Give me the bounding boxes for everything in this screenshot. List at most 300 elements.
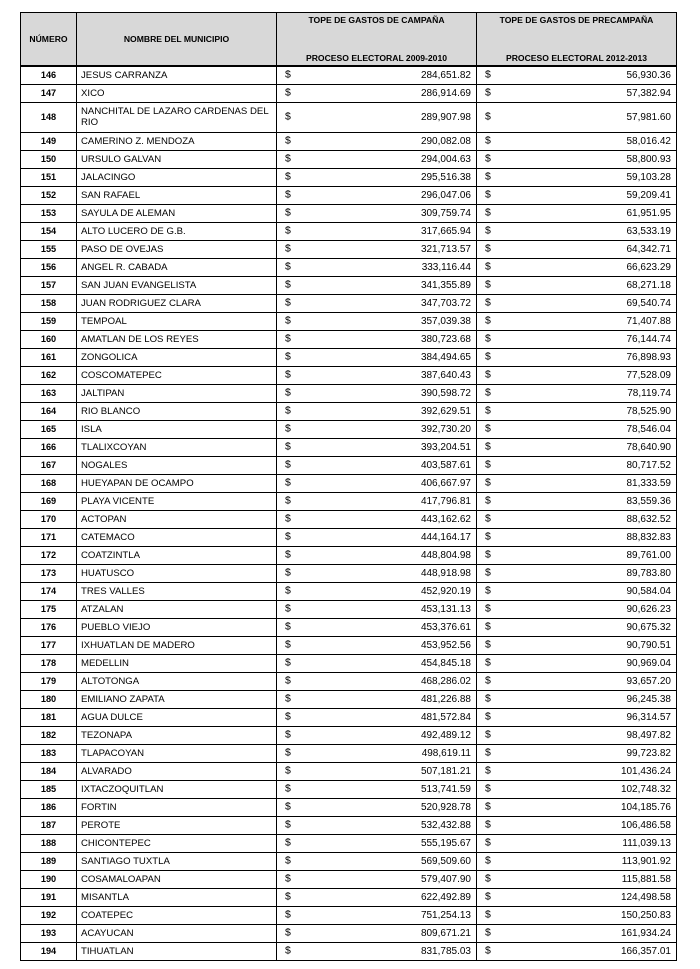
campana-amount-cell [277,312,477,330]
precampana-amount: 106,486.58 [620,819,671,831]
precampana-amount: 64,342.71 [626,243,671,255]
row-number: 183 [21,744,77,762]
currency-symbol: $ [485,656,491,669]
campana-amount: 390,598.72 [420,387,471,399]
table-row [21,834,677,852]
campana-amount: 498,619.11 [421,747,471,759]
row-number: 174 [21,582,77,600]
precampana-amount-cell [477,330,677,348]
currency-symbol: $ [485,710,491,723]
precampana-amount-cell [477,582,677,600]
municipio-name: NOGALES [77,456,277,474]
campana-amount-cell [277,852,477,870]
campana-amount: 622,492.89 [420,891,471,903]
row-number: 189 [21,852,77,870]
table-row [21,366,677,384]
currency-symbol: $ [285,440,291,453]
currency-symbol: $ [485,134,491,147]
campana-amount-cell [277,492,477,510]
row-number: 153 [21,204,77,222]
currency-symbol: $ [485,548,491,561]
header-precampana [477,13,677,66]
row-number: 163 [21,384,77,402]
table-row [21,168,677,186]
currency-symbol: $ [285,152,291,165]
currency-symbol: $ [485,494,491,507]
precampana-amount: 69,540.74 [626,297,671,309]
municipio-name: PUEBLO VIEJO [77,618,277,636]
row-number: 154 [21,222,77,240]
precampana-amount-cell [477,294,677,312]
precampana-amount: 102,748.32 [620,783,671,795]
municipio-name: JALACINGO [77,168,277,186]
precampana-amount-cell [477,186,677,204]
precampana-amount: 78,546.04 [626,423,671,435]
table-row [21,456,677,474]
row-number: 146 [21,66,77,85]
table-row [21,312,677,330]
precampana-amount-cell [477,618,677,636]
row-number: 160 [21,330,77,348]
row-number: 186 [21,798,77,816]
campana-amount-cell [277,834,477,852]
precampana-amount: 104,185.76 [620,801,671,813]
precampana-amount-cell [477,348,677,366]
campana-amount: 453,131.13 [420,603,471,615]
table-row [21,294,677,312]
precampana-amount: 66,623.29 [626,261,671,273]
row-number: 181 [21,708,77,726]
row-number: 156 [21,258,77,276]
precampana-amount: 88,632.52 [626,513,671,525]
currency-symbol: $ [485,386,491,399]
table-row [21,438,677,456]
header-precampana-title: TOPE DE GASTOS DE PRECAMPAÑA [499,14,654,25]
table-row [21,84,677,102]
municipio-name: MISANTLA [77,888,277,906]
header-campana-period: PROCESO ELECTORAL 2009-2010 [305,52,448,63]
municipio-name: ZONGOLICA [77,348,277,366]
precampana-amount: 80,717.52 [626,459,671,471]
currency-symbol: $ [485,332,491,345]
campana-amount: 569,509.60 [420,855,471,867]
currency-symbol: $ [485,746,491,759]
table-row [21,816,677,834]
table-row [21,276,677,294]
municipio-name: CATEMACO [77,528,277,546]
campana-amount: 448,918.98 [420,567,471,579]
precampana-amount: 78,119.74 [627,387,671,399]
currency-symbol: $ [485,692,491,705]
precampana-amount: 98,497.82 [626,729,671,741]
currency-symbol: $ [285,404,291,417]
header-numero: NÚMERO [21,13,77,66]
currency-symbol: $ [285,260,291,273]
municipio-name: URSULO GALVAN [77,150,277,168]
spending-limits-table [20,12,677,961]
campana-amount-cell [277,798,477,816]
currency-symbol: $ [285,134,291,147]
precampana-amount-cell [477,150,677,168]
campana-amount: 284,651.82 [420,69,471,81]
municipio-name: TEZONAPA [77,726,277,744]
precampana-amount-cell [477,546,677,564]
campana-amount: 454,845.18 [420,657,471,669]
table-row [21,672,677,690]
precampana-amount: 59,209.41 [626,189,671,201]
table-row [21,636,677,654]
table-row [21,420,677,438]
currency-symbol: $ [285,512,291,525]
table-row [21,582,677,600]
row-number: 188 [21,834,77,852]
table-row [21,474,677,492]
currency-symbol: $ [285,548,291,561]
row-number: 178 [21,654,77,672]
municipio-name: MEDELLIN [77,654,277,672]
table-row [21,510,677,528]
currency-symbol: $ [285,278,291,291]
precampana-amount: 76,898.93 [626,351,671,363]
campana-amount: 417,796.81 [420,495,471,507]
campana-amount: 387,640.43 [420,369,471,381]
currency-symbol: $ [285,566,291,579]
precampana-amount-cell [477,942,677,960]
precampana-amount-cell [477,744,677,762]
precampana-amount: 71,407.88 [626,315,671,327]
campana-amount: 406,667.97 [420,477,471,489]
currency-symbol: $ [485,458,491,471]
precampana-amount-cell [477,312,677,330]
precampana-amount-cell [477,66,677,85]
precampana-amount: 58,016.42 [626,135,671,147]
campana-amount: 452,920.19 [420,585,471,597]
currency-symbol: $ [285,818,291,831]
currency-symbol: $ [285,890,291,903]
precampana-amount: 56,930.36 [626,69,671,81]
table-row [21,564,677,582]
precampana-amount-cell [477,102,677,132]
currency-symbol: $ [485,620,491,633]
precampana-amount: 161,934.24 [620,927,671,939]
campana-amount-cell [277,924,477,942]
precampana-amount: 89,783.80 [626,567,671,579]
currency-symbol: $ [485,260,491,273]
campana-amount-cell [277,636,477,654]
row-number: 192 [21,906,77,924]
precampana-amount: 90,675.32 [626,621,671,633]
precampana-amount-cell [477,690,677,708]
campana-amount: 444,164.17 [420,531,471,543]
table-row [21,528,677,546]
campana-amount-cell [277,942,477,960]
campana-amount: 317,665.94 [420,225,471,237]
row-number: 172 [21,546,77,564]
campana-amount-cell [277,168,477,186]
table-row [21,258,677,276]
precampana-amount-cell [477,528,677,546]
precampana-amount-cell [477,366,677,384]
precampana-amount-cell [477,762,677,780]
precampana-amount-cell [477,240,677,258]
municipio-name: ALTOTONGA [77,672,277,690]
precampana-amount: 96,314.57 [626,711,671,723]
currency-symbol: $ [285,494,291,507]
precampana-amount: 68,271.18 [626,279,671,291]
table-row [21,384,677,402]
municipio-name: COATZINTLA [77,546,277,564]
campana-amount-cell [277,744,477,762]
table-row [21,744,677,762]
precampana-amount-cell [477,834,677,852]
campana-amount-cell [277,420,477,438]
campana-amount: 294,004.63 [420,153,471,165]
precampana-amount: 57,382.94 [626,87,671,99]
table-header [21,13,677,66]
campana-amount-cell [277,510,477,528]
currency-symbol: $ [485,530,491,543]
municipio-name: SANTIAGO TUXTLA [77,852,277,870]
precampana-amount: 150,250.83 [620,909,671,921]
campana-amount: 290,082.08 [420,135,471,147]
currency-symbol: $ [485,854,491,867]
precampana-amount-cell [477,258,677,276]
table-row [21,546,677,564]
precampana-amount-cell [477,420,677,438]
currency-symbol: $ [485,818,491,831]
municipio-name: NANCHITAL DE LAZARO CARDENAS DEL RIO [77,102,277,132]
currency-symbol: $ [285,674,291,687]
campana-amount-cell [277,294,477,312]
table-body [21,66,677,961]
table-row [21,618,677,636]
table-row [21,762,677,780]
precampana-amount-cell [477,438,677,456]
campana-amount: 392,629.51 [420,405,471,417]
precampana-amount-cell [477,564,677,582]
campana-amount-cell [277,654,477,672]
municipio-name: TLAPACOYAN [77,744,277,762]
currency-symbol: $ [285,908,291,921]
campana-amount: 532,432.88 [420,819,471,831]
currency-symbol: $ [485,242,491,255]
currency-symbol: $ [485,926,491,939]
currency-symbol: $ [285,86,291,99]
municipio-name: TIHUATLAN [77,942,277,960]
campana-amount: 309,759.74 [420,207,471,219]
municipio-name: SAN JUAN EVANGELISTA [77,276,277,294]
currency-symbol: $ [485,782,491,795]
precampana-amount: 90,626.23 [626,603,671,615]
municipio-name: RIO BLANCO [77,402,277,420]
currency-symbol: $ [285,656,291,669]
precampana-amount-cell [477,84,677,102]
currency-symbol: $ [485,944,491,957]
municipio-name: AMATLAN DE LOS REYES [77,330,277,348]
campana-amount-cell [277,240,477,258]
municipio-name: COSCOMATEPEC [77,366,277,384]
campana-amount-cell [277,816,477,834]
currency-symbol: $ [285,68,291,81]
currency-symbol: $ [485,206,491,219]
campana-amount-cell [277,384,477,402]
row-number: 157 [21,276,77,294]
header-campana-title: TOPE DE GASTOS DE CAMPAÑA [308,14,445,25]
currency-symbol: $ [485,86,491,99]
campana-amount: 481,226.88 [420,693,471,705]
table-row [21,102,677,132]
municipio-name: EMILIANO ZAPATA [77,690,277,708]
precampana-amount-cell [477,708,677,726]
row-number: 179 [21,672,77,690]
campana-amount-cell [277,708,477,726]
municipio-name: COSAMALOAPAN [77,870,277,888]
precampana-amount-cell [477,906,677,924]
currency-symbol: $ [285,710,291,723]
precampana-amount: 81,333.59 [626,477,671,489]
precampana-amount-cell [477,132,677,150]
currency-symbol: $ [285,926,291,939]
currency-symbol: $ [285,110,291,123]
campana-amount-cell [277,870,477,888]
campana-amount: 513,741.59 [420,783,471,795]
table-row [21,708,677,726]
precampana-amount: 83,559.36 [626,495,671,507]
row-number: 167 [21,456,77,474]
currency-symbol: $ [285,458,291,471]
currency-symbol: $ [285,242,291,255]
precampana-amount-cell [477,168,677,186]
header-municipio: NOMBRE DEL MUNICIPIO [77,13,277,66]
currency-symbol: $ [285,728,291,741]
table-row [21,492,677,510]
campana-amount-cell [277,762,477,780]
currency-symbol: $ [485,224,491,237]
municipio-name: IXHUATLAN DE MADERO [77,636,277,654]
row-number: 177 [21,636,77,654]
precampana-amount-cell [477,384,677,402]
campana-amount: 751,254.13 [420,909,471,921]
campana-amount-cell [277,330,477,348]
campana-amount: 357,039.38 [420,315,471,327]
municipio-name: ISLA [77,420,277,438]
precampana-amount-cell [477,852,677,870]
row-number: 171 [21,528,77,546]
precampana-amount: 59,103.28 [626,171,671,183]
currency-symbol: $ [285,188,291,201]
row-number: 158 [21,294,77,312]
currency-symbol: $ [485,110,491,123]
campana-amount: 333,116.44 [421,261,471,273]
campana-amount: 492,489.12 [420,729,471,741]
municipio-name: IXTACZOQUITLAN [77,780,277,798]
table-row [21,942,677,960]
precampana-amount-cell [477,402,677,420]
municipio-name: PEROTE [77,816,277,834]
currency-symbol: $ [285,854,291,867]
campana-amount: 443,162.62 [420,513,471,525]
table-row [21,690,677,708]
currency-symbol: $ [285,386,291,399]
currency-symbol: $ [485,170,491,183]
header-precampana-period: PROCESO ELECTORAL 2012-2013 [505,52,648,63]
currency-symbol: $ [485,566,491,579]
row-number: 184 [21,762,77,780]
precampana-amount-cell [477,780,677,798]
row-number: 152 [21,186,77,204]
table-row [21,798,677,816]
currency-symbol: $ [285,350,291,363]
currency-symbol: $ [285,530,291,543]
campana-amount: 520,928.78 [420,801,471,813]
campana-amount: 392,730.20 [420,423,471,435]
municipio-name: PLAYA VICENTE [77,492,277,510]
currency-symbol: $ [285,602,291,615]
campana-amount-cell [277,402,477,420]
campana-amount: 295,516.38 [420,171,471,183]
campana-amount-cell [277,186,477,204]
precampana-amount-cell [477,492,677,510]
precampana-amount: 93,657.20 [626,675,671,687]
currency-symbol: $ [285,872,291,885]
currency-symbol: $ [285,332,291,345]
currency-symbol: $ [285,476,291,489]
municipio-name: CAMERINO Z. MENDOZA [77,132,277,150]
precampana-amount: 76,144.74 [626,333,671,345]
municipio-name: COATEPEC [77,906,277,924]
campana-amount-cell [277,888,477,906]
campana-amount: 448,804.98 [420,549,471,561]
precampana-amount: 90,969.04 [626,657,671,669]
currency-symbol: $ [485,512,491,525]
campana-amount: 579,407.90 [420,873,471,885]
row-number: 147 [21,84,77,102]
campana-amount-cell [277,66,477,85]
currency-symbol: $ [285,170,291,183]
row-number: 166 [21,438,77,456]
municipio-name: HUEYAPAN DE OCAMPO [77,474,277,492]
row-number: 180 [21,690,77,708]
currency-symbol: $ [485,368,491,381]
municipio-name: TLALIXCOYAN [77,438,277,456]
row-number: 164 [21,402,77,420]
precampana-amount: 78,525.90 [626,405,671,417]
currency-symbol: $ [285,620,291,633]
municipio-name: ALTO LUCERO DE G.B. [77,222,277,240]
precampana-amount-cell [477,276,677,294]
municipio-name: ACAYUCAN [77,924,277,942]
currency-symbol: $ [485,440,491,453]
currency-symbol: $ [485,836,491,849]
currency-symbol: $ [285,422,291,435]
currency-symbol: $ [485,728,491,741]
currency-symbol: $ [485,68,491,81]
precampana-amount: 113,901.92 [621,855,671,867]
header-campana [277,13,477,66]
campana-amount: 321,713.57 [420,243,471,255]
row-number: 165 [21,420,77,438]
campana-amount-cell [277,672,477,690]
currency-symbol: $ [285,764,291,777]
municipio-name: ATZALAN [77,600,277,618]
municipio-name: ACTOPAN [77,510,277,528]
currency-symbol: $ [285,836,291,849]
precampana-amount: 88,832.83 [626,531,671,543]
currency-symbol: $ [485,674,491,687]
campana-amount-cell [277,690,477,708]
row-number: 168 [21,474,77,492]
campana-amount-cell [277,276,477,294]
